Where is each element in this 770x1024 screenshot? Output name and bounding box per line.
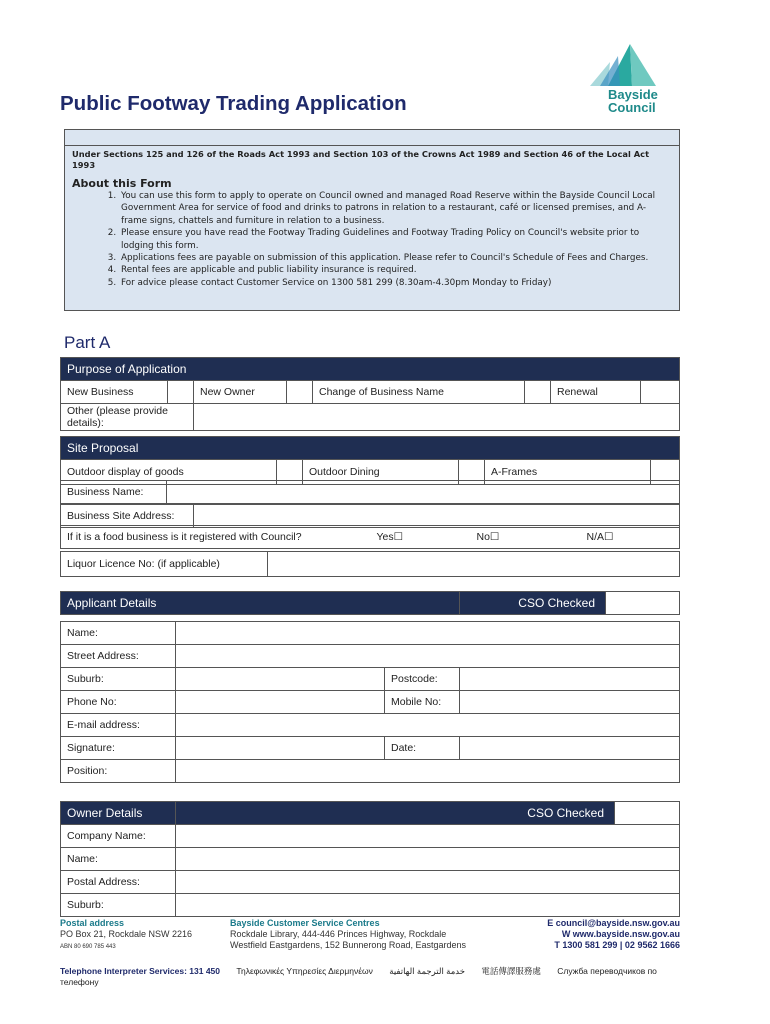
new-business-label: New Business <box>61 381 168 404</box>
email-label: E-mail address: <box>61 714 176 737</box>
other-label: Other (please provide details): <box>61 404 194 431</box>
suburb-label: Suburb: <box>61 668 176 691</box>
signature-label: Signature: <box>61 737 176 760</box>
about-item: 3. Applications fees are payable on submission of this application. Please refer to Council's Schedule of Fees and Charges. <box>119 252 669 264</box>
renewal-label: Renewal <box>551 381 641 404</box>
footer-contact <box>547 918 680 951</box>
footer-postal <box>60 918 192 953</box>
footer-email[interactable]: E council@bayside.nsw.gov.au <box>547 918 680 928</box>
aframes-label: A-Frames <box>485 460 651 485</box>
mobile-label: Mobile No: <box>385 691 460 714</box>
liquor-table <box>60 551 680 577</box>
postal-address-input[interactable] <box>176 871 680 894</box>
chinese-text: 電話傳譯服務處 <box>481 966 541 976</box>
centre-1: Rockdale Library, 444-446 Princes Highway, Rockdale <box>230 929 447 939</box>
about-item: 1. You can use this form to apply to operate on Council owned and managed Road Reserve within the Bayside Council Local Government Area for service of food and drinks to patrons in relation to a restaurant, café or licensed premises, and A-frame signs, chattels and furniture in relation to a business. <box>119 190 669 227</box>
owner-name-input[interactable] <box>176 848 680 871</box>
street-input[interactable] <box>176 645 680 668</box>
postcode-input[interactable] <box>460 668 680 691</box>
owner-cso-checkbox[interactable] <box>615 802 680 825</box>
date-label: Date: <box>385 737 460 760</box>
footer-web[interactable]: W www.bayside.nsw.gov.au <box>561 929 680 939</box>
position-label: Position: <box>61 760 176 783</box>
position-input[interactable] <box>176 760 680 783</box>
business-name-label: Business Name: <box>61 481 167 504</box>
name-input[interactable] <box>176 622 680 645</box>
liquor-input[interactable] <box>268 552 680 577</box>
other-input[interactable] <box>194 404 680 431</box>
interpreter-services: Telephone Interpreter Services: 131 450 <box>60 966 221 976</box>
phone-label: Phone No: <box>61 691 176 714</box>
legislation-text: Under Sections 125 and 126 of the Roads Act 1993 and Section 103 of the Crowns Act 1989 and Section 46 of the Local Act 1993 <box>72 149 650 170</box>
centre-2: Westfield Eastgardens, 152 Bunnerong Road, Eastgardens <box>230 940 466 950</box>
part-a-heading: Part A <box>64 333 111 352</box>
page-title: Public Footway Trading Application <box>60 92 407 115</box>
interpreter-line <box>60 965 680 987</box>
purpose-header: Purpose of Application <box>61 358 680 381</box>
food-na-option[interactable]: N/A☐ <box>581 526 680 549</box>
owner-name-label: Name: <box>61 848 176 871</box>
site-header: Site Proposal <box>61 437 680 460</box>
owner-table <box>60 801 680 917</box>
postcode-label: Postcode: <box>385 668 460 691</box>
new-owner-checkbox[interactable] <box>287 381 313 404</box>
postal-line: PO Box 21, Rockdale NSW 2216 <box>60 929 193 939</box>
applicant-cso-checkbox[interactable] <box>606 592 680 615</box>
new-owner-label: New Owner <box>194 381 287 404</box>
arabic-text: خدمة الترجمة الهاتفية <box>389 966 466 976</box>
outdoor-dining-label: Outdoor Dining <box>303 460 459 485</box>
business-site-label: Business Site Address: <box>61 505 194 528</box>
about-list <box>65 190 679 289</box>
postal-title: Postal address <box>60 918 125 928</box>
applicant-header: Applicant Details <box>61 592 460 615</box>
about-item: 4. Rental fees are applicable and public liability insurance is required. <box>119 264 669 276</box>
logo-line2: Council <box>608 100 656 115</box>
mobile-input[interactable] <box>460 691 680 714</box>
renewal-checkbox[interactable] <box>641 381 680 404</box>
footer-centres <box>230 918 466 951</box>
date-input[interactable] <box>460 737 680 760</box>
owner-suburb-input[interactable] <box>176 894 680 917</box>
greek-text: Τηλεφωνικές Υπηρεσίες Διερμηνέων <box>236 966 373 976</box>
sail-logo-icon <box>580 42 680 92</box>
liquor-label: Liquor Licence No: (if applicable) <box>61 552 268 577</box>
business-name-input[interactable] <box>167 481 680 504</box>
bayside-council-logo <box>580 42 680 120</box>
logo-line1: Bayside <box>608 87 658 102</box>
about-item: 5. For advice please contact Customer Service on 1300 581 299 (8.30am-4.30pm Monday to Friday) <box>119 277 669 289</box>
signature-input[interactable] <box>176 737 385 760</box>
owner-header: Owner Details <box>61 802 176 825</box>
abn: ABN 80 690 785 443 <box>60 944 116 950</box>
applicant-cso-label: CSO Checked <box>460 592 606 615</box>
street-label: Street Address: <box>61 645 176 668</box>
new-business-checkbox[interactable] <box>168 381 194 404</box>
about-this-form-box <box>64 129 680 311</box>
food-yes-option[interactable]: Yes☐ <box>371 526 471 549</box>
site-table <box>60 436 680 485</box>
food-no-option[interactable]: No☐ <box>471 526 581 549</box>
company-label: Company Name: <box>61 825 176 848</box>
owner-cso-label: CSO Checked <box>176 802 615 825</box>
about-title: About this Form <box>72 177 172 190</box>
site-details-table <box>60 480 680 504</box>
name-label: Name: <box>61 622 176 645</box>
email-input[interactable] <box>176 714 680 737</box>
suburb-input[interactable] <box>176 668 385 691</box>
applicant-table <box>60 591 680 783</box>
food-question-table <box>60 525 680 549</box>
phone-input[interactable] <box>176 691 385 714</box>
centres-title: Bayside Customer Service Centres <box>230 918 380 928</box>
owner-suburb-label: Suburb: <box>61 894 176 917</box>
change-name-checkbox[interactable] <box>525 381 551 404</box>
footer-phone: T 1300 581 299 | 02 9562 1666 <box>554 940 680 950</box>
postal-address-label: Postal Address: <box>61 871 176 894</box>
food-question: If it is a food business is it registered with Council? <box>61 526 371 549</box>
about-item: 2. Please ensure you have read the Footway Trading Guidelines and Footway Trading Policy on Council's website prior to lodging this form. <box>119 227 669 252</box>
outdoor-display-label: Outdoor display of goods <box>61 460 277 485</box>
company-input[interactable] <box>176 825 680 848</box>
purpose-table <box>60 357 680 431</box>
change-name-label: Change of Business Name <box>313 381 525 404</box>
russian-text: Служба переводчиков по телефону <box>60 966 657 987</box>
